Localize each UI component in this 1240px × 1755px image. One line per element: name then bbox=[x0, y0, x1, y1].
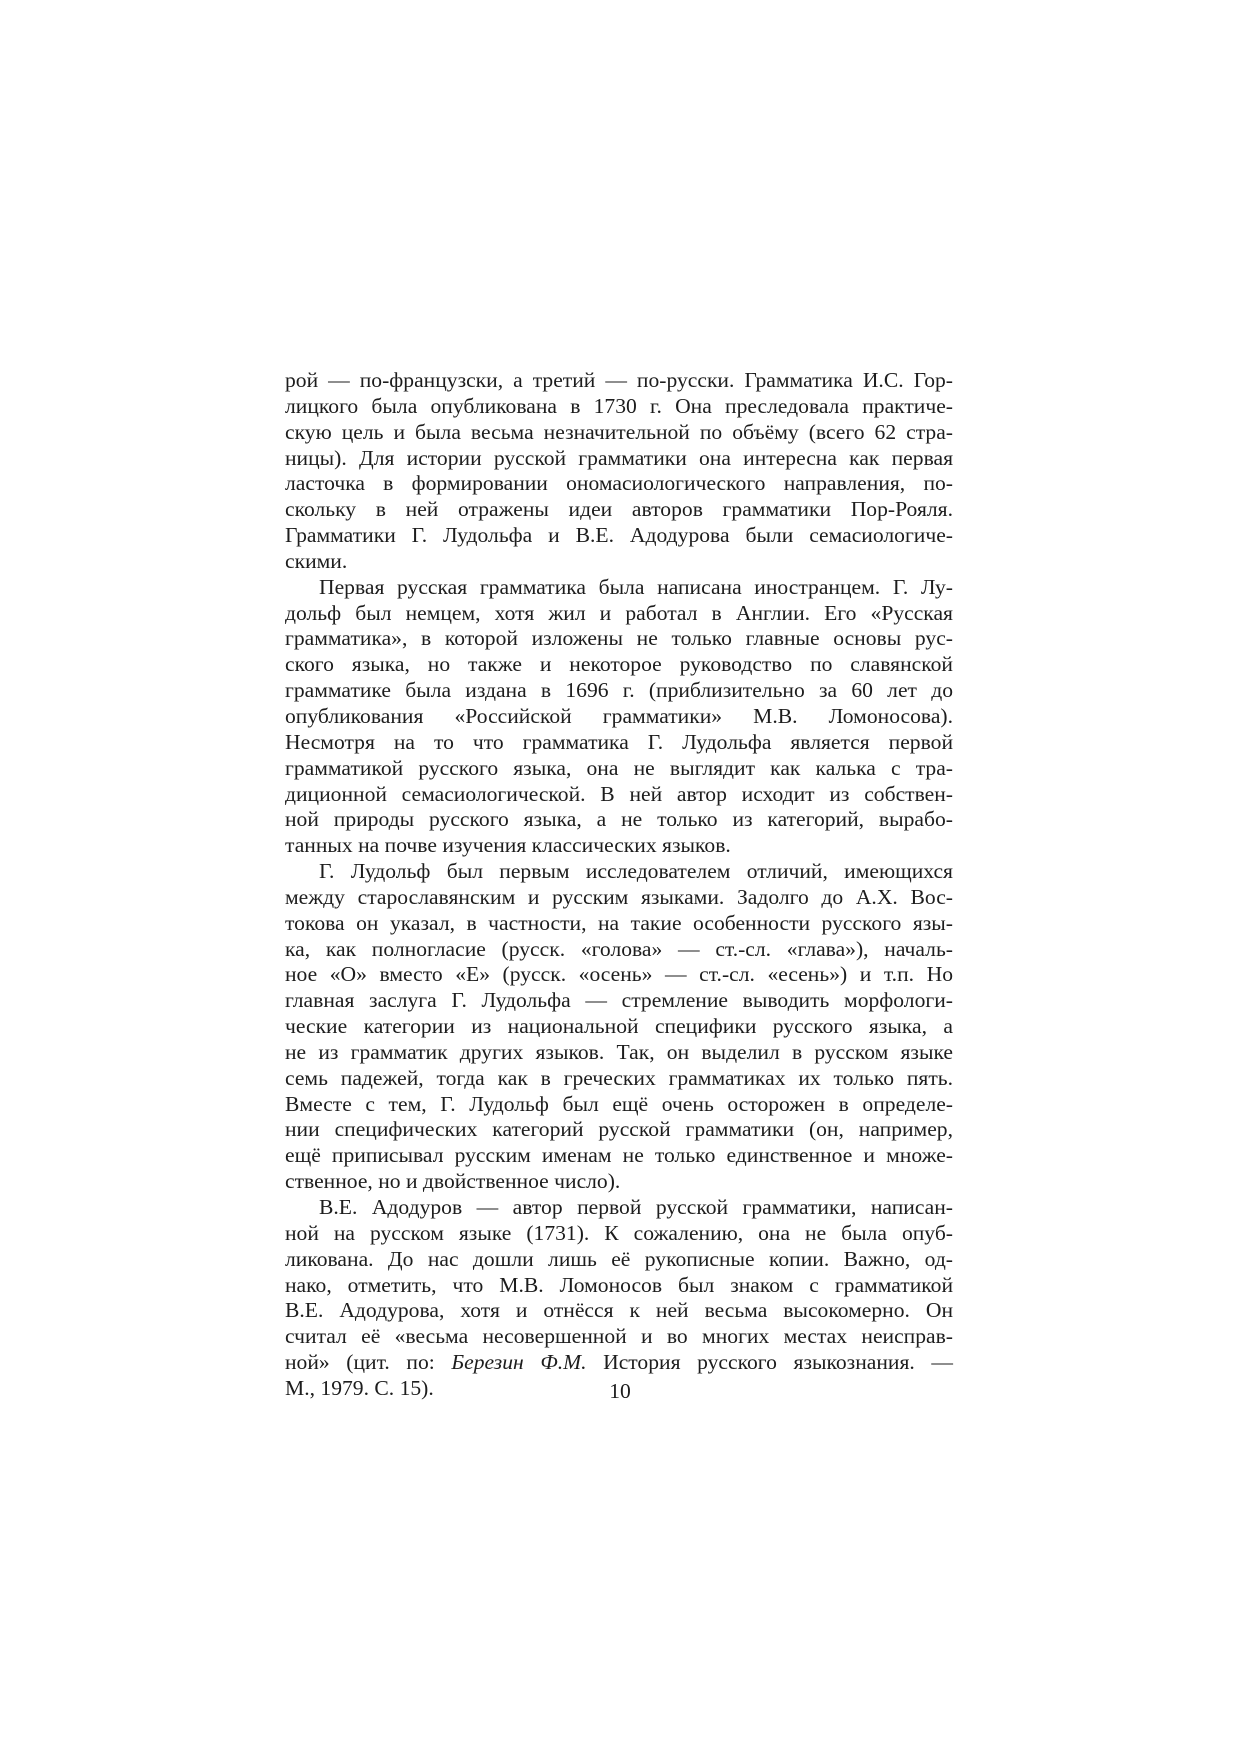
text-line: танных на почве изучения классических языков. bbox=[285, 833, 731, 858]
text-line: диционной семасиологической. В ней автор исходит из собствен- bbox=[285, 781, 953, 806]
text-line: считал её «весьма несовершенной и во многих местах неисправ- bbox=[285, 1324, 953, 1349]
text-line: В.Е. Адодуров — автор первой русской грамматики, написан- bbox=[319, 1195, 953, 1219]
text-line: ной на русском языке (1731). К сожалению, она не была опуб- bbox=[285, 1220, 953, 1245]
paragraph bbox=[285, 1195, 953, 1402]
text-line: скольку в ней отражены идеи авторов грамматики Пор-Рояля. bbox=[285, 497, 953, 522]
body-text bbox=[285, 368, 953, 1402]
text-line: Г. Лудольф был первым исследователем отличий, имеющихся bbox=[319, 859, 953, 884]
paragraph bbox=[285, 859, 953, 1195]
citation-source: М., 1979. С. 15). bbox=[285, 1375, 434, 1400]
page-number: 10 bbox=[609, 1379, 631, 1403]
text-line: ное «О» вместо «Е» (русск. «осень» — ст.-сл. «есень») и т.п. Но bbox=[285, 962, 953, 987]
text-line: скими. bbox=[285, 548, 348, 573]
text-line: Вместе с тем, Г. Лудольф был ещё очень осторожен в определе- bbox=[285, 1091, 953, 1116]
text-line: ского языка, но также и некоторое руководство по славянской bbox=[285, 652, 953, 677]
text-line: нако, отметить, что М.В. Ломоносов был знаком с грамматикой bbox=[285, 1272, 953, 1297]
text-line: рой — по-французски, а третий — по-русски. Грамматика И.С. Гор- bbox=[285, 368, 953, 392]
text-line: ственное, но и двойственное число). bbox=[285, 1169, 621, 1194]
citation-author: Березин Ф.М. bbox=[451, 1350, 587, 1375]
text-line: токова он указал, в частности, на такие особенности русского язы- bbox=[285, 910, 953, 935]
citation-title: История русского языкознания. — bbox=[586, 1350, 953, 1375]
text-line: ка, как полногласие (русск. «голова» — ст.-сл. «глава»), началь- bbox=[285, 936, 953, 961]
text-line: дольф был немцем, хотя жил и работал в Англии. Его «Русская bbox=[285, 600, 953, 625]
text-line: семь падежей, тогда как в греческих грамматиках их только пять. bbox=[285, 1065, 953, 1090]
text-line: нии специфических категорий русской грамматики (он, например, bbox=[285, 1117, 953, 1142]
text-line: Первая русская грамматика была написана иностранцем. Г. Лу- bbox=[319, 574, 953, 599]
text-line: грамматике была издана в 1696 г. (приблизительно за 60 лет до bbox=[285, 678, 953, 703]
text-line: опубликования «Российской грамматики» М.В. Ломоносова). bbox=[285, 703, 953, 728]
text-line: ной природы русского языка, а не только из категорий, вырабо- bbox=[285, 807, 953, 832]
text-line: между старославянским и русским языками. Задолго до А.Х. Вос- bbox=[285, 884, 953, 909]
text-line: лицкого была опубликована в 1730 г. Она преследовала практиче- bbox=[285, 393, 953, 418]
text-line: грамматика», в которой изложены не только главные основы рус- bbox=[285, 626, 953, 651]
paragraph bbox=[285, 575, 953, 859]
paragraph bbox=[285, 368, 953, 575]
citation-line bbox=[285, 1350, 953, 1376]
text-line: главная заслуга Г. Лудольфа — стремление выводить морфологи- bbox=[285, 988, 953, 1013]
text-line: В.Е. Адодурова, хотя и отнёсся к ней весьма высокомерно. Он bbox=[285, 1298, 953, 1323]
citation-prefix: ной» (цит. по: bbox=[285, 1350, 452, 1375]
text-line: ческие категории из национальной специфики русского языка, а bbox=[285, 1014, 953, 1039]
text-line: ласточка в формировании ономасиологического направления, по- bbox=[285, 471, 953, 496]
text-line: Несмотря на то что грамматика Г. Лудольфа является первой bbox=[285, 729, 953, 754]
text-line: ликована. До нас дошли лишь её рукописные копии. Важно, од- bbox=[285, 1246, 953, 1271]
text-line: грамматикой русского языка, она не выглядит как калька с тра- bbox=[285, 755, 953, 780]
text-line: ещё приписывал русским именам не только единственное и множе- bbox=[285, 1143, 953, 1168]
text-line: не из грамматик других языков. Так, он выделил в русском языке bbox=[285, 1039, 953, 1064]
text-line: ницы). Для истории русской грамматики она интересна как первая bbox=[285, 445, 953, 470]
text-line: Грамматики Г. Лудольфа и В.Е. Адодурова были семасиологиче- bbox=[285, 523, 953, 548]
text-line: скую цель и была весьма незначительной по объёму (всего 62 стра- bbox=[285, 419, 953, 444]
